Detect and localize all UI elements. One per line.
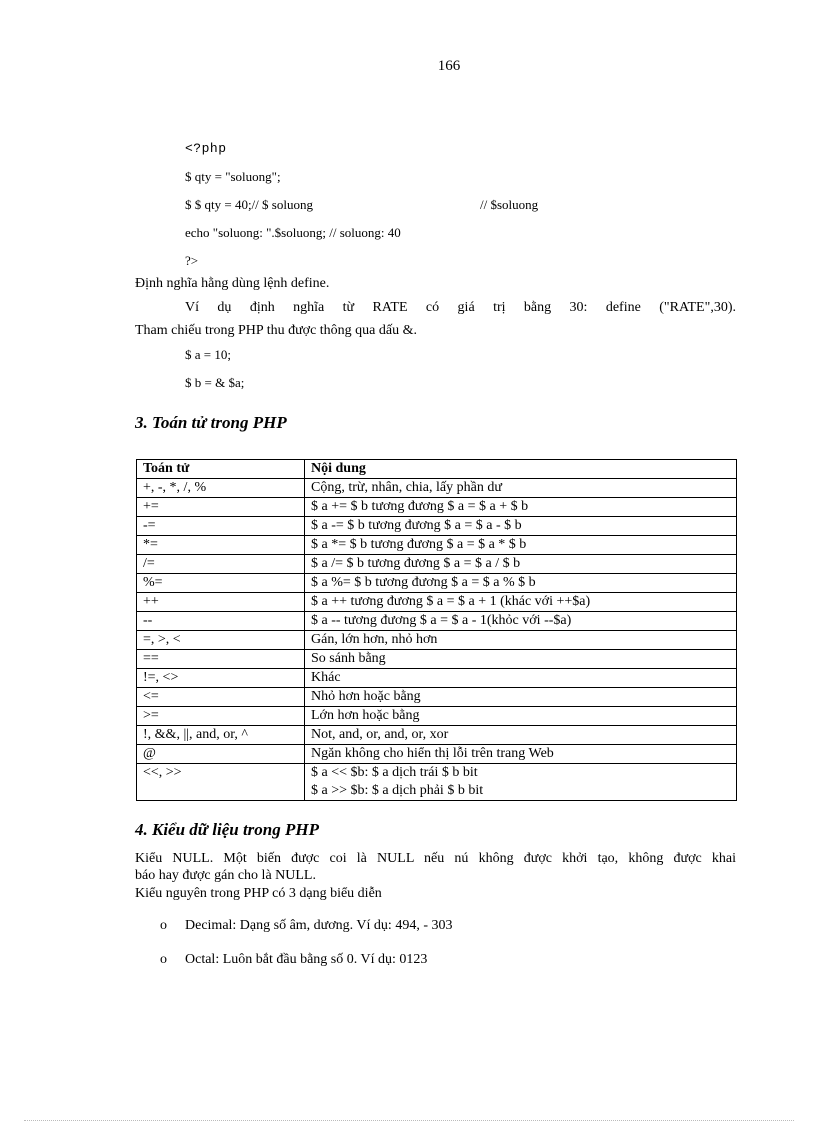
table-row — [137, 650, 737, 669]
shift-right-description: $ a >> $b: $ a dịch phải $ b bit — [311, 783, 484, 798]
bullet-marker: o — [160, 952, 167, 967]
code-line-php-open: <?php — [185, 141, 227, 156]
operator-cell: @ — [137, 745, 305, 764]
table-row — [137, 707, 737, 726]
description-cell: $ a -= $ b tương đương $ a = $ a - $ b — [305, 517, 737, 536]
shift-left-description: $ a << $b: $ a dịch trái $ b bit — [311, 765, 478, 780]
description-cell: Gán, lớn hơn, nhỏ hơn — [305, 631, 737, 650]
column-header-content: Nội dung — [305, 460, 737, 479]
operator-cell: !, &&, ||, and, or, ^ — [137, 726, 305, 745]
operator-cell: += — [137, 498, 305, 517]
code-line-php-close: ?> — [185, 253, 199, 268]
table-row — [137, 612, 737, 631]
description-cell: Khác — [305, 669, 737, 688]
table-row — [137, 669, 737, 688]
operator-cell: !=, <> — [137, 669, 305, 688]
operator-cell: =, >, < — [137, 631, 305, 650]
description-cell: Nhỏ hơn hoặc bằng — [305, 688, 737, 707]
description-cell: Ngăn không cho hiển thị lỗi trên trang Web — [305, 745, 737, 764]
section-4-heading: 4. Kiểu dữ liệu trong PHP — [135, 820, 319, 839]
description-cell: $ a += $ b tương đương $ a = $ a + $ b — [305, 498, 737, 517]
description-cell: Not, and, or, and, or, xor — [305, 726, 737, 745]
code-line-reference-b: $ b = & $a; — [185, 375, 245, 390]
description-cell: $ a -- tương đương $ a = $ a - 1(khỏc với --$a) — [305, 612, 737, 631]
operator-cell: *= — [137, 536, 305, 555]
operator-cell: >= — [137, 707, 305, 726]
integer-type-paragraph: Kiểu nguyên trong PHP có 3 dạng biểu diễn — [135, 886, 382, 901]
operator-cell: == — [137, 650, 305, 669]
description-cell: $ a %= $ b tương đương $ a = $ a % $ b — [305, 574, 737, 593]
table-row — [137, 479, 737, 498]
description-cell: $ a *= $ b tương đương $ a = $ a * $ b — [305, 536, 737, 555]
description-cell: So sánh bằng — [305, 650, 737, 669]
code-line-variable-variable: $ $ qty = 40;// $ soluong — [185, 197, 313, 212]
table-row — [137, 574, 737, 593]
operator-cell: -- — [137, 612, 305, 631]
table-row — [137, 631, 737, 650]
operator-cell: %= — [137, 574, 305, 593]
null-type-paragraph: Kiểu NULL. Một biến được coi là NULL nếu nú không được khởi tạo, không được khai — [135, 851, 736, 866]
table-row — [137, 764, 737, 801]
null-type-paragraph-continued: báo hay được gán cho là NULL. — [135, 868, 316, 883]
page-bottom-divider — [24, 1120, 794, 1121]
define-paragraph: Định nghĩa hằng dùng lệnh define. — [135, 276, 330, 291]
operator-cell: <= — [137, 688, 305, 707]
table-row — [137, 517, 737, 536]
description-cell — [305, 764, 737, 801]
section-3-heading: 3. Toán tử trong PHP — [135, 413, 287, 432]
table-row — [137, 536, 737, 555]
table-header-row — [137, 460, 737, 479]
operator-cell: ++ — [137, 593, 305, 612]
bullet-octal: Octal: Luôn bắt đầu bằng số 0. Ví dụ: 0123 — [185, 952, 428, 967]
description-cell: Cộng, trừ, nhân, chia, lấy phần dư — [305, 479, 737, 498]
rate-example-paragraph: Ví dụ định nghĩa từ RATE có giá trị bằng 30: define ("RATE",30). — [185, 300, 736, 315]
code-line-assign-a: $ a = 10; — [185, 347, 231, 362]
reference-paragraph: Tham chiếu trong PHP thu được thông qua dấu &. — [135, 323, 417, 338]
code-line-qty: $ qty = "soluong"; — [185, 169, 281, 184]
table-row — [137, 498, 737, 517]
bullet-decimal: Decimal: Dạng số âm, dương. Ví dụ: 494, - 303 — [185, 918, 453, 933]
table-row — [137, 745, 737, 764]
operator-cell: <<, >> — [137, 764, 305, 801]
operator-cell: -= — [137, 517, 305, 536]
table-row — [137, 593, 737, 612]
code-line-comment: // $soluong — [480, 197, 539, 212]
description-cell: Lớn hơn hoặc bằng — [305, 707, 737, 726]
operators-table — [136, 459, 737, 801]
table-row — [137, 555, 737, 574]
bullet-marker: o — [160, 918, 167, 933]
operator-cell: /= — [137, 555, 305, 574]
page-number: 166 — [437, 58, 461, 74]
table-row — [137, 688, 737, 707]
operator-cell: +, -, *, /, % — [137, 479, 305, 498]
code-line-echo: echo "soluong: ".$soluong; // soluong: 40 — [185, 225, 401, 240]
column-header-operator: Toán tử — [137, 460, 305, 479]
description-cell: $ a ++ tương đương $ a = $ a + 1 (khác với ++$a) — [305, 593, 737, 612]
description-cell: $ a /= $ b tương đương $ a = $ a / $ b — [305, 555, 737, 574]
table-row — [137, 726, 737, 745]
